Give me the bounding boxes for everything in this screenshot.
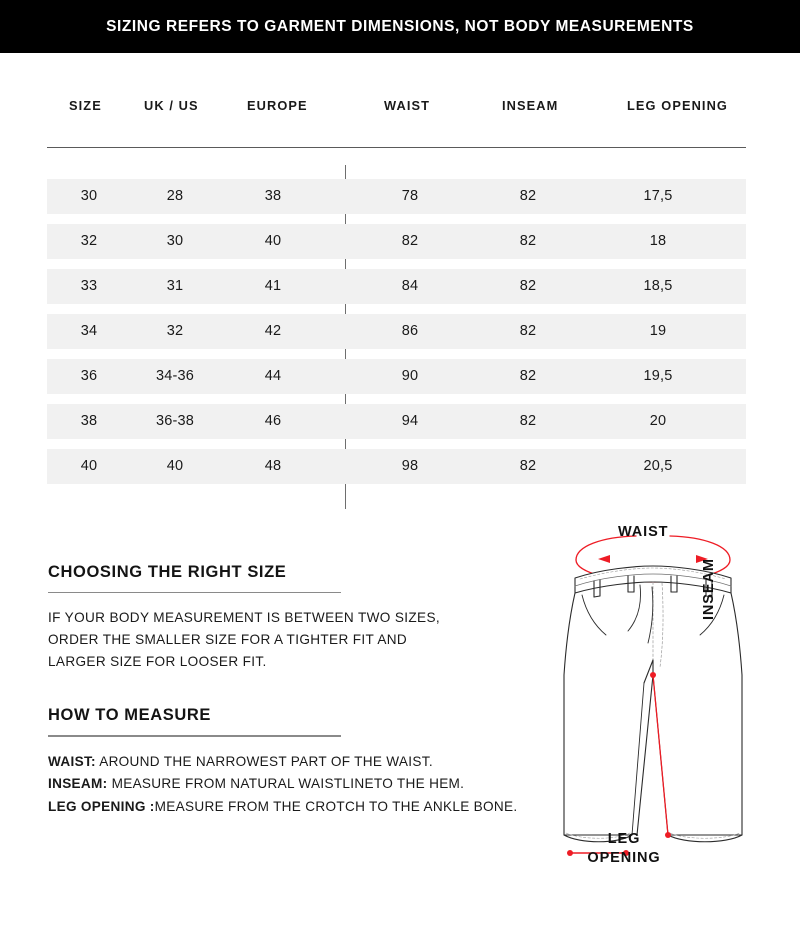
table-cell: 30: [166, 233, 184, 249]
choosing-line-2: ORDER THE SMALLER SIZE FOR A TIGHTER FIT AND: [48, 632, 408, 648]
leg-opening-label-line-2: OPENING: [587, 850, 661, 866]
leg-opening-label-line-1: LEG: [607, 831, 641, 847]
inseam-measure-line: [650, 672, 671, 838]
table-cell: 18: [649, 233, 667, 249]
table-row: [47, 314, 746, 349]
table-cell: 19,5: [643, 368, 673, 384]
measure-text-leg-opening: MEASURE FROM THE CROTCH TO THE ANKLE BONE.: [154, 798, 518, 814]
leg-opening-label: [564, 830, 684, 868]
table-cell: 40: [264, 233, 282, 249]
column-header-waist: WAIST: [384, 98, 431, 113]
table-cell: 98: [401, 458, 419, 474]
table-cell: 44: [264, 368, 282, 384]
table-header-row: [47, 82, 746, 147]
table-cell: 20,5: [643, 458, 673, 474]
measure-text-waist: AROUND THE NARROWEST PART OF THE WAIST.: [95, 753, 433, 769]
table-cell: 34-36: [155, 368, 195, 384]
column-header-uk-us: UK / US: [144, 98, 199, 113]
table-cell: 84: [401, 278, 419, 294]
choosing-the-right-size-section: [48, 563, 548, 673]
table-cell: 38: [80, 413, 98, 429]
table-cell: 32: [166, 323, 184, 339]
table-body: [47, 179, 746, 484]
table-cell: 82: [401, 233, 419, 249]
table-cell: 40: [166, 458, 184, 474]
how-to-measure-title: HOW TO MEASURE: [48, 706, 212, 725]
table-cell: 17,5: [643, 188, 673, 204]
table-row: [47, 179, 746, 214]
table-row: [47, 224, 746, 259]
how-to-measure-section: [48, 706, 548, 818]
table-cell: 19: [649, 323, 667, 339]
table-cell: 18,5: [643, 278, 673, 294]
choosing-rule: [48, 592, 341, 593]
table-cell: 33: [80, 278, 98, 294]
banner-title: SIZING REFERS TO GARMENT DIMENSIONS, NOT BODY MEASUREMENTS: [106, 17, 694, 35]
measure-item-waist: [48, 751, 548, 774]
measure-item-leg-opening: [48, 796, 548, 819]
table-cell: 82: [519, 323, 537, 339]
column-header-leg-opening: LEG OPENING: [627, 98, 728, 113]
table-cell: 28: [166, 188, 184, 204]
table-cell: 40: [80, 458, 98, 474]
table-header-rule: [47, 147, 746, 148]
table-cell: 38: [264, 188, 282, 204]
table-cell: 34: [80, 323, 98, 339]
choosing-title: CHOOSING THE RIGHT SIZE: [48, 563, 287, 581]
table-cell: 86: [401, 323, 419, 339]
header-banner: [0, 0, 800, 53]
table-row: [47, 449, 746, 484]
choosing-line-3: LARGER SIZE FOR LOOSER FIT.: [48, 654, 267, 670]
waist-label: WAIST: [618, 524, 669, 540]
choosing-line-1: IF YOUR BODY MEASUREMENT IS BETWEEN TWO SIZES,: [48, 610, 440, 626]
table-cell: 42: [264, 323, 282, 339]
table-cell: 48: [264, 458, 282, 474]
table-cell: 30: [80, 188, 98, 204]
table-cell: 31: [166, 278, 184, 294]
column-header-europe: EUROPE: [247, 98, 308, 113]
measure-label-inseam: INSEAM:: [48, 776, 108, 792]
measure-label-waist: WAIST:: [48, 753, 96, 769]
table-cell: 32: [80, 233, 98, 249]
choosing-body: [48, 607, 548, 673]
table-cell: 90: [401, 368, 419, 384]
table-row: [47, 359, 746, 394]
inseam-label: INSEAM: [701, 558, 717, 620]
trouser-measurement-diagram: [540, 515, 790, 895]
measure-item-inseam: [48, 773, 548, 796]
table-cell: 82: [519, 188, 537, 204]
info-section: [48, 563, 548, 818]
measure-label-leg-opening: LEG OPENING :: [48, 798, 155, 814]
table-cell: 20: [649, 413, 667, 429]
table-cell: 82: [519, 458, 537, 474]
table-cell: 94: [401, 413, 419, 429]
how-to-measure-body: [48, 751, 548, 819]
measure-text-inseam: MEASURE FROM NATURAL WAISTLINETO THE HEM.: [107, 776, 465, 792]
table-cell: 36-38: [155, 413, 195, 429]
table-cell: 82: [519, 413, 537, 429]
table-cell: 82: [519, 233, 537, 249]
column-header-size: SIZE: [69, 98, 102, 113]
size-table: [47, 82, 746, 494]
column-header-inseam: INSEAM: [502, 98, 559, 113]
table-cell: 82: [519, 278, 537, 294]
table-cell: 46: [264, 413, 282, 429]
table-cell: 41: [264, 278, 282, 294]
table-cell: 78: [401, 188, 419, 204]
table-cell: 82: [519, 368, 537, 384]
table-cell: 36: [80, 368, 98, 384]
how-to-measure-rule: [48, 735, 341, 736]
table-row: [47, 269, 746, 304]
table-row: [47, 404, 746, 439]
